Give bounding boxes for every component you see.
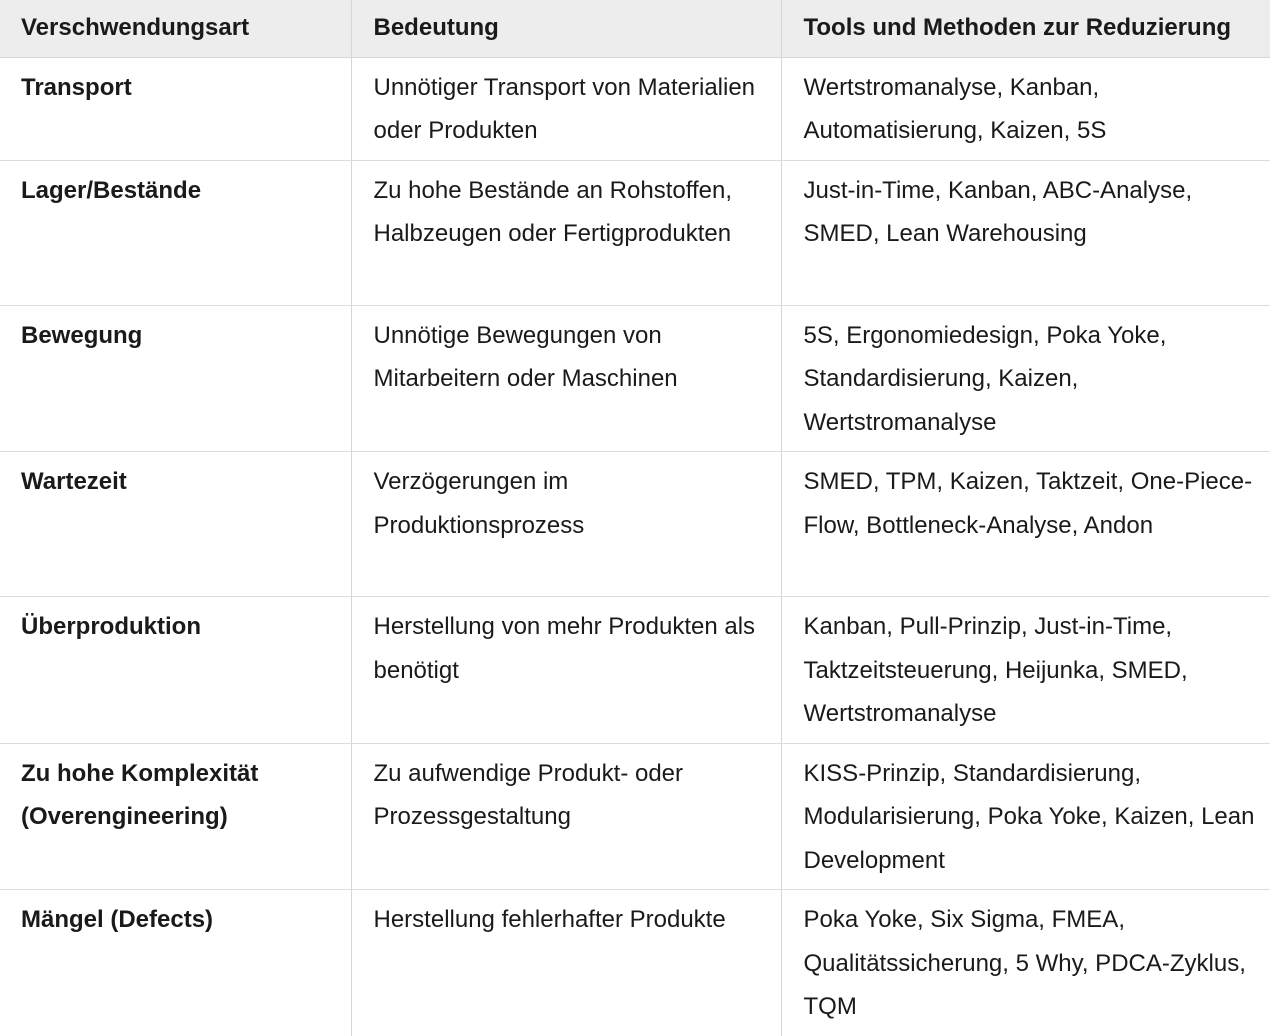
header-verschwendungsart: Verschwendungsart [0, 0, 351, 57]
cell-meaning: Zu aufwendige Produkt- oder Prozessgestaltung [351, 743, 781, 890]
table-row [0, 305, 1270, 452]
cell-tools: Wertstromanalyse, Kanban, Automatisierung, Kaizen, 5S [781, 57, 1270, 160]
cell-tools: Poka Yoke, Six Sigma, FMEA, Qualitätssicherung, 5 Why, PDCA-Zyklus, TQM [781, 890, 1270, 1036]
cell-waste-type: Überproduktion [0, 597, 351, 744]
table-header [0, 0, 1270, 57]
table-row [0, 597, 1270, 744]
table-row [0, 160, 1270, 305]
table-row [0, 743, 1270, 890]
cell-waste-type: Wartezeit [0, 452, 351, 597]
cell-tools: SMED, TPM, Kaizen, Taktzeit, One-Piece-Flow, Bottleneck-Analyse, Andon [781, 452, 1270, 597]
table-row [0, 452, 1270, 597]
cell-waste-type: Lager/Bestände [0, 160, 351, 305]
header-row [0, 0, 1270, 57]
cell-meaning: Herstellung fehlerhafter Produkte [351, 890, 781, 1036]
cell-meaning: Unnötige Bewegungen von Mitarbeitern oder Maschinen [351, 305, 781, 452]
cell-waste-type: Zu hohe Komplexität (Overengineering) [0, 743, 351, 890]
cell-meaning: Zu hohe Bestände an Rohstoffen, Halbzeugen oder Fertigprodukten [351, 160, 781, 305]
cell-tools: KISS-Prinzip, Standardisierung, Modularisierung, Poka Yoke, Kaizen, Lean Development [781, 743, 1270, 890]
table-row [0, 890, 1270, 1036]
cell-tools: Just-in-Time, Kanban, ABC-Analyse, SMED, Lean Warehousing [781, 160, 1270, 305]
cell-meaning: Unnötiger Transport von Materialien oder Produkten [351, 57, 781, 160]
cell-waste-type: Mängel (Defects) [21, 906, 214, 933]
cell-tools: 5S, Ergonomiedesign, Poka Yoke, Standardisierung, Kaizen, Wertstromanalyse [781, 305, 1270, 452]
cell-tools: Kanban, Pull-Prinzip, Just-in-Time, Taktzeitsteuerung, Heijunka, SMED, Wertstromanalyse [781, 597, 1270, 744]
cell-waste-type: Bewegung [0, 305, 351, 452]
table-body [0, 57, 1270, 1036]
cell-meaning: Verzögerungen im Produktionsprozess [351, 452, 781, 597]
table-row [0, 57, 1270, 160]
cell-waste-type: Transport [0, 57, 351, 160]
cell-meaning: Herstellung von mehr Produkten als benötigt [351, 597, 781, 744]
header-tools: Tools und Methoden zur Reduzierung [781, 0, 1270, 57]
header-bedeutung: Bedeutung [351, 0, 781, 57]
